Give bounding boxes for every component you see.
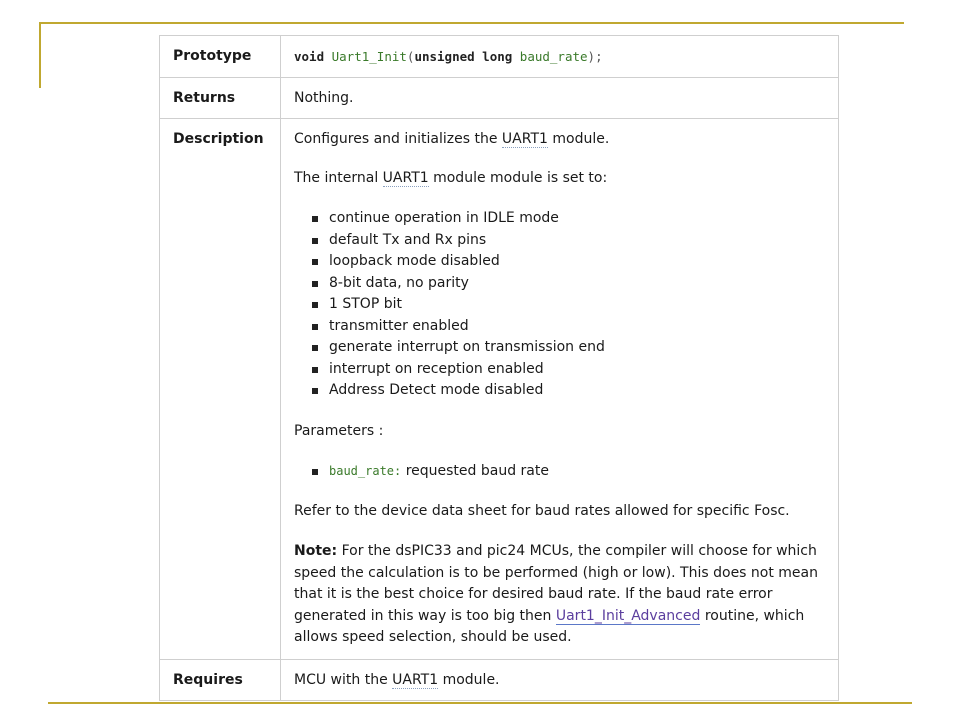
requires-value: MCU with the UART1 module. — [281, 659, 839, 700]
description-content — [281, 119, 839, 660]
description-label: Description — [160, 119, 281, 660]
requires-row — [160, 659, 839, 700]
function-reference-table — [159, 35, 839, 701]
open-paren: ( — [406, 49, 415, 64]
square-bullet-icon — [312, 345, 318, 351]
list-item: interrupt on reception enabled — [294, 359, 826, 381]
square-bullet-icon — [312, 469, 318, 475]
parameters-heading: Parameters : — [294, 422, 384, 439]
decorative-left-line — [39, 22, 41, 88]
prototype-label: Prototype — [160, 36, 281, 78]
square-bullet-icon — [312, 388, 318, 394]
description-row — [160, 119, 839, 660]
square-bullet-icon — [312, 238, 318, 244]
decorative-top-line — [40, 22, 904, 24]
close-paren: ); — [587, 49, 603, 64]
type-keyword: unsigned long — [414, 49, 513, 64]
list-item: transmitter enabled — [294, 316, 826, 338]
refer-paragraph: Refer to the device data sheet for baud rates allowed for specific Fosc. — [294, 503, 790, 519]
param-description: requested baud rate — [401, 462, 549, 479]
prototype-code — [281, 36, 839, 78]
square-bullet-icon — [312, 302, 318, 308]
param-code: baud_rate: — [329, 463, 402, 478]
list-item: 1 STOP bit — [294, 294, 826, 316]
list-item: 8-bit data, no parity — [294, 273, 826, 295]
returns-row — [160, 78, 839, 119]
list-item: continue operation in IDLE mode — [294, 208, 826, 230]
settings-list — [294, 208, 826, 402]
note-label: Note: — [294, 543, 338, 559]
list-item: generate interrupt on transmission end — [294, 337, 826, 359]
uart1-init-advanced-link[interactable]: Uart1_Init_Advanced — [555, 607, 701, 624]
square-bullet-icon — [312, 216, 318, 222]
square-bullet-icon — [312, 367, 318, 373]
uart1-term[interactable]: UART1 — [392, 671, 439, 688]
square-bullet-icon — [312, 281, 318, 287]
internal-paragraph: The internal UART1 module module is set to: — [294, 170, 608, 186]
note-paragraph: Note: For the dsPIC33 and pic24 MCUs, the compiler will choose for which speed the calculation is to be performed (high or low). This does not mean that it is the best choice for desired baud rate. If the baud rate error generated in this way is too big then Uart1_Init_Advanced routine, which allows speed selection, should be used. — [294, 543, 819, 645]
returns-label: Returns — [160, 78, 281, 119]
prototype-row — [160, 36, 839, 78]
list-item — [294, 461, 826, 483]
uart1-term[interactable]: UART1 — [501, 131, 548, 147]
function-name: Uart1_Init — [324, 49, 407, 64]
returns-value: Nothing. — [281, 78, 839, 119]
void-keyword: void — [294, 49, 325, 64]
parameters-list — [294, 461, 826, 483]
decorative-bottom-line — [48, 702, 912, 704]
list-item: Address Detect mode disabled — [294, 380, 826, 402]
list-item: default Tx and Rx pins — [294, 230, 826, 252]
param-name: baud_rate — [512, 49, 588, 64]
square-bullet-icon — [312, 259, 318, 265]
list-item: loopback mode disabled — [294, 251, 826, 273]
square-bullet-icon — [312, 324, 318, 330]
uart1-term[interactable]: UART1 — [382, 170, 429, 186]
intro-paragraph: Configures and initializes the UART1 module. — [294, 131, 610, 147]
requires-label: Requires — [160, 659, 281, 700]
